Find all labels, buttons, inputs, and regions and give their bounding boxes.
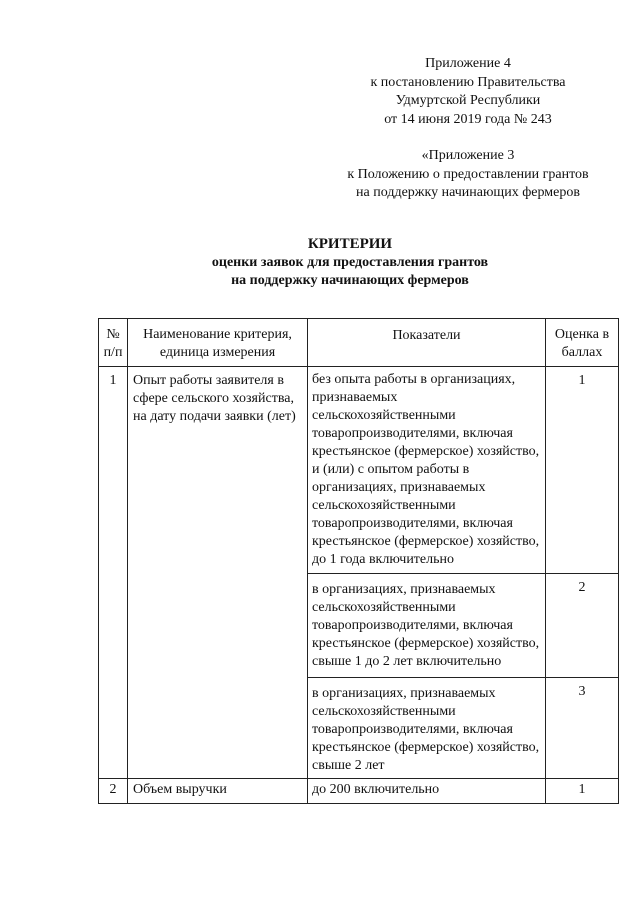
- indicator-cell: в организациях, признаваемых сельскохозяйственными товаропроизводителями, включая крестьянское (фермерское) хозяйство, свыше 1 до 2 лет включительно: [308, 574, 546, 678]
- score-cell: 3: [546, 678, 619, 779]
- document-subtitle-1: оценки заявок для предоставления грантов: [211, 255, 489, 270]
- row-number: 1: [99, 367, 128, 779]
- annex-line-2: к постановлению Правительства: [370, 74, 566, 90]
- score-cell: 2: [546, 574, 619, 678]
- indicator-cell: до 200 включительно: [308, 779, 546, 804]
- annex-spacer: [318, 129, 618, 147]
- score-cell: 1: [546, 779, 619, 804]
- criterion-name: Опыт работы заявителя в сфере сельского хозяйства, на дату подачи заявки (лет): [128, 367, 308, 779]
- table-row: [99, 367, 619, 574]
- annex-line-1: Приложение 4: [425, 56, 511, 71]
- table-row: [99, 779, 619, 804]
- document-heading: [100, 234, 600, 290]
- header-name: Наименование критерия, единица измерения: [128, 319, 308, 367]
- row-number: 2: [99, 779, 128, 804]
- document-title: КРИТЕРИИ: [307, 236, 393, 252]
- annex-line-3: Удмуртской Республики: [395, 93, 541, 108]
- score-cell: 1: [546, 367, 619, 574]
- table-header-row: [99, 319, 619, 367]
- criteria-table: [98, 318, 619, 804]
- criterion-name: Объем выручки: [128, 779, 308, 804]
- header-score: Оценка в баллах: [546, 319, 619, 367]
- annex-block: [318, 55, 618, 203]
- header-indicators: Показатели: [308, 319, 546, 367]
- document-subtitle-2: на поддержку начинающих фермеров: [231, 273, 469, 288]
- annex-line-6: к Положению о предоставлении грантов: [347, 166, 589, 182]
- indicator-cell: без опыта работы в организациях, признаваемых сельскохозяйственными товаропроизводителями, включая крестьянское (фермерское) хозяйство, и (или) с опытом работы в организациях, признаваемых сельскохозяйственными товаропроизводителями, включая крестьянское (фермерское) хозяйство, до 1 года включительно: [308, 367, 546, 574]
- annex-line-5: «Приложение 3: [421, 148, 515, 163]
- header-num: № п/п: [99, 319, 128, 367]
- annex-line-4: от 14 июня 2019 года № 243: [384, 111, 552, 127]
- indicator-cell: в организациях, признаваемых сельскохозяйственными товаропроизводителями, включая крестьянское (фермерское) хозяйство, свыше 2 лет: [308, 678, 546, 779]
- annex-line-7: на поддержку начинающих фермеров: [356, 185, 580, 200]
